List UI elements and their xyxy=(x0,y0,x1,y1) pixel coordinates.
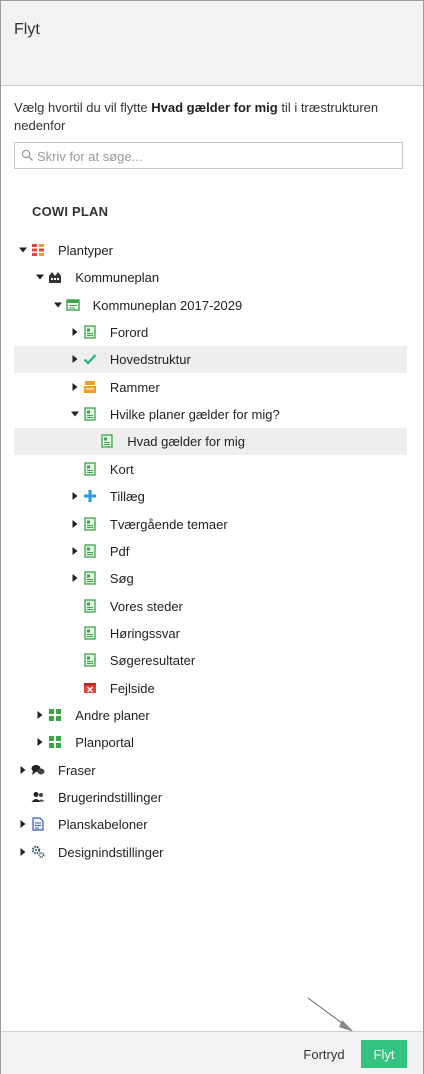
page-icon xyxy=(83,571,97,585)
search-box xyxy=(14,142,403,169)
tree-item-label: Hvad gælder for mig xyxy=(127,434,245,450)
tree-item[interactable] xyxy=(14,237,407,264)
tree-item-label: Søgeresultater xyxy=(109,653,196,669)
tree-item[interactable] xyxy=(14,456,407,483)
tree-item[interactable] xyxy=(14,483,407,510)
page-icon xyxy=(83,653,97,667)
tree-item[interactable] xyxy=(14,620,407,647)
tree-item-label: Fejlside xyxy=(109,680,155,696)
tree-item[interactable] xyxy=(14,319,407,346)
caret-right-icon[interactable] xyxy=(70,519,80,529)
tree-item-label: Kort xyxy=(109,461,134,477)
tree-item-label: Planskabeloner xyxy=(58,817,148,833)
tree-item[interactable] xyxy=(14,428,407,455)
tree-item[interactable] xyxy=(14,565,407,592)
instruction-suffix: til i træstrukturen nedenfor xyxy=(14,100,379,133)
grid-icon xyxy=(48,708,62,722)
tree-item-label: Hovedstruktur xyxy=(109,352,191,368)
search-input[interactable] xyxy=(37,146,397,166)
plantyper-icon xyxy=(31,243,45,257)
tree-item-label: Andre planer xyxy=(75,707,150,723)
tree-item-label: Planportal xyxy=(75,735,134,751)
caret-right-icon[interactable] xyxy=(70,546,80,556)
caret-right-icon[interactable] xyxy=(18,819,28,829)
tree-item[interactable] xyxy=(14,401,407,428)
search-icon xyxy=(21,149,34,162)
plus-icon xyxy=(83,489,97,503)
caret-right-icon[interactable] xyxy=(35,737,45,747)
cancel-button[interactable]: Fortryd xyxy=(294,1041,354,1067)
caret-right-icon[interactable] xyxy=(70,327,80,337)
instruction-text xyxy=(14,99,404,135)
caret-down-icon[interactable] xyxy=(18,245,28,255)
caret-right-icon[interactable] xyxy=(70,354,80,364)
tree-item-label: Pdf xyxy=(109,543,130,559)
page-icon xyxy=(83,407,97,421)
instruction-prefix: Vælg hvortil du vil flytte xyxy=(14,100,152,115)
caret-right-icon[interactable] xyxy=(70,382,80,392)
tree-item[interactable] xyxy=(14,839,407,866)
tree-item-label: Plantyper xyxy=(58,243,113,258)
tree-item-label: Vores steder xyxy=(109,598,183,614)
caret-right-icon[interactable] xyxy=(70,573,80,583)
page-icon xyxy=(83,626,97,640)
gears-icon xyxy=(31,845,45,859)
tree-item[interactable] xyxy=(14,374,407,401)
kommuneplan-icon xyxy=(48,270,62,284)
page-icon xyxy=(83,517,97,531)
error-page-icon xyxy=(83,681,97,695)
caret-down-icon[interactable] xyxy=(35,272,45,282)
check-icon xyxy=(83,352,97,366)
caret-right-icon[interactable] xyxy=(18,847,28,857)
caret-right-icon[interactable] xyxy=(18,765,28,775)
tree-item[interactable] xyxy=(14,292,407,319)
tree-item[interactable] xyxy=(14,264,407,291)
chat-icon xyxy=(31,763,45,777)
tree-item-label: Forord xyxy=(109,325,149,341)
dialog-title: Flyt xyxy=(14,21,40,38)
tree-item[interactable] xyxy=(14,511,407,538)
dialog-footer xyxy=(1,1031,423,1074)
caret-down-icon[interactable] xyxy=(53,300,63,310)
caret-down-icon[interactable] xyxy=(70,409,80,419)
tree-item-label: Høringssvar xyxy=(109,625,180,641)
move-button[interactable]: Flyt xyxy=(361,1040,407,1068)
plan-icon xyxy=(66,298,80,312)
tree-item-label: Brugerindstillinger xyxy=(58,790,163,805)
template-icon xyxy=(31,817,45,831)
tree-item[interactable] xyxy=(14,647,407,674)
tree-item[interactable] xyxy=(14,675,407,702)
tree-item-label: Rammer xyxy=(109,379,160,395)
tree-item[interactable] xyxy=(14,757,407,784)
caret-right-icon[interactable] xyxy=(35,710,45,720)
caret-right-icon[interactable] xyxy=(70,491,80,501)
pointer-arrow-icon xyxy=(306,996,366,1036)
users-icon xyxy=(31,790,45,804)
tree-item-label: Fraser xyxy=(58,762,96,778)
page-icon xyxy=(83,544,97,558)
tree-item-label: Kommuneplan 2017-2029 xyxy=(92,297,243,313)
tree-item-label: Hvilke planer gælder for mig? xyxy=(109,407,280,423)
tree-item[interactable] xyxy=(14,784,407,811)
tree-item[interactable] xyxy=(14,811,407,838)
tree-item[interactable] xyxy=(14,346,407,373)
tree-item[interactable] xyxy=(14,593,407,620)
rammer-icon xyxy=(83,380,97,394)
tree-root-label: COWI PLAN xyxy=(32,204,109,219)
tree-item[interactable] xyxy=(14,702,407,729)
tree-item-label: Søg xyxy=(109,571,134,587)
tree-item-label: Tværgående temaer xyxy=(109,516,228,532)
grid-icon xyxy=(48,735,62,749)
page-icon xyxy=(83,462,97,476)
tree-item-label: Tillæg xyxy=(109,489,145,505)
page-icon xyxy=(83,325,97,339)
tree-item[interactable] xyxy=(14,729,407,756)
tree-item-label: Kommuneplan xyxy=(75,270,160,286)
tree-item-label: Designindstillinger xyxy=(58,844,164,860)
tree-item[interactable] xyxy=(14,538,407,565)
dialog-header xyxy=(1,1,423,86)
instruction-item-name: Hvad gælder for mig xyxy=(151,100,278,115)
page-icon xyxy=(100,434,114,448)
page-icon xyxy=(83,599,97,613)
